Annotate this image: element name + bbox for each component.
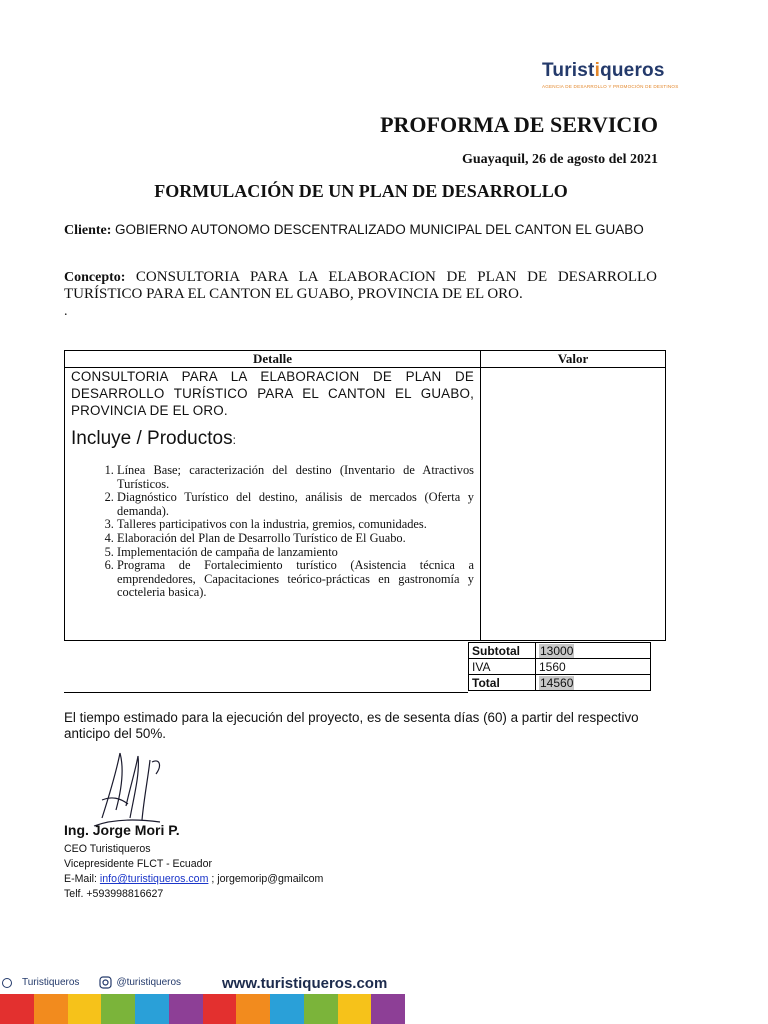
list-item: 4. Elaboración del Plan de Desarrollo Turístico de El Guabo. — [117, 532, 474, 546]
list-item: 6. Programa de Fortalecimiento turístico (Asistencia técnica a emprendedores, Capacitaciones teórico-prácticas en gastronomía y cocteleria basica). — [117, 559, 474, 600]
logo-text-3: queros — [600, 60, 665, 81]
detail-table — [64, 350, 666, 641]
concept-line — [64, 269, 657, 320]
color-stripe — [0, 994, 34, 1024]
footer-brand-row — [0, 976, 181, 989]
instagram-text: @turistiqueros — [116, 977, 182, 988]
list-item: 3. Talleres participativos con la industria, gremios, comunidades. — [117, 518, 474, 532]
logo-tagline: AGENCIA DE DESARROLLO Y PROMOCIÓN DE DESTINOS — [542, 84, 679, 89]
total-label: Total — [469, 675, 536, 691]
instagram-handle — [99, 976, 181, 989]
logo-text-2: i — [594, 60, 601, 81]
document-subtitle: FORMULACIÓN DE UN PLAN DE DESARROLLO — [154, 181, 568, 201]
list-item: 5. Implementación de campaña de lanzamiento — [117, 546, 474, 560]
totals-table — [468, 642, 651, 691]
table-row — [469, 675, 651, 691]
client-line — [64, 221, 657, 239]
email-secondary: ; jorgemorip@gmailcom — [208, 873, 324, 885]
iva-value: 1560 — [536, 659, 651, 675]
logo-text-1: Turist — [542, 60, 595, 81]
brand-mark-icon — [2, 978, 12, 988]
footer-website: www.turistiqueros.com — [222, 975, 388, 992]
color-stripe — [34, 994, 68, 1024]
signatory-email — [64, 872, 323, 887]
table-bottom-rule — [64, 692, 468, 693]
concept-value: CONSULTORIA PARA LA ELABORACION DE PLAN DE DESARROLLO TURÍSTICO PARA EL CANTON EL GUABO, PROVINCIA DE EL ORO. — [64, 269, 658, 302]
detail-description: CONSULTORIA PARA LA ELABORACION DE PLAN DE DESARROLLO TURÍSTICO PARA EL CANTON EL GUABO, PROVINCIA DE EL ORO. — [71, 369, 474, 418]
email-link[interactable]: info@turistiqueros.com — [99, 873, 209, 885]
table-row — [469, 659, 651, 675]
detail-cell — [65, 368, 481, 641]
client-value: GOBIERNO AUTONOMO DESCENTRALIZADO MUNICIPAL DEL CANTON EL GUABO — [114, 222, 644, 237]
header-value: Valor — [481, 351, 666, 368]
signatory-name: Ing. Jorge Mori P. — [64, 822, 180, 838]
color-stripe — [203, 994, 237, 1024]
email-label: E-Mail: — [64, 873, 100, 885]
color-stripe — [101, 994, 135, 1024]
subtotal-value-cell — [536, 643, 651, 659]
document-date: Guayaquil, 26 de agosto del 2021 — [461, 152, 658, 167]
brand-logo — [542, 60, 702, 100]
color-stripe — [169, 994, 203, 1024]
signatory-phone: Telf. +593998816627 — [64, 888, 164, 900]
color-stripe — [304, 994, 338, 1024]
total-value: 14560 — [540, 675, 574, 690]
total-value-cell — [536, 675, 651, 691]
document-title: PROFORMA DE SERVICIO — [380, 112, 658, 137]
color-stripe — [338, 994, 372, 1024]
concept-label: Concepto: — [64, 270, 126, 285]
timeline-note: El tiempo estimado para la ejecución del proyecto, es de sesenta días (60) a partir del respectivo anticipo del 50%. — [64, 710, 639, 741]
subtotal-value: 13000 — [540, 643, 574, 658]
includes-heading-text: Incluye / Productos — [71, 428, 233, 449]
list-item: 1. Línea Base; caracterización del destino (Inventario de Atractivos Turísticos. — [117, 464, 474, 491]
concept-trailing: . — [64, 304, 68, 319]
color-stripe — [371, 994, 405, 1024]
color-stripe — [270, 994, 304, 1024]
list-item: 2. Diagnóstico Turístico del destino, análisis de mercados (Oferta y demanda). — [117, 491, 474, 518]
subtotal-label: Subtotal — [469, 643, 536, 659]
signature-block — [64, 822, 323, 902]
table-row — [469, 643, 651, 659]
instagram-icon — [99, 976, 112, 989]
iva-label: IVA — [469, 659, 536, 675]
signatory-role-1: CEO Turistiqueros — [64, 843, 151, 855]
footer-color-stripes — [0, 994, 405, 1024]
color-stripe — [236, 994, 270, 1024]
signatory-role-2: Vicepresidente FLCT - Ecuador — [64, 858, 212, 870]
color-stripe — [68, 994, 102, 1024]
header-detail: Detalle — [65, 351, 481, 368]
client-label: Cliente: — [64, 223, 112, 238]
products-list — [71, 464, 474, 600]
value-cell — [481, 368, 666, 641]
includes-heading-colon: : — [232, 433, 236, 447]
includes-heading — [71, 428, 474, 450]
footer-brand: Turistiqueros — [22, 977, 80, 988]
logo-wordmark — [542, 60, 702, 82]
color-stripe — [135, 994, 169, 1024]
